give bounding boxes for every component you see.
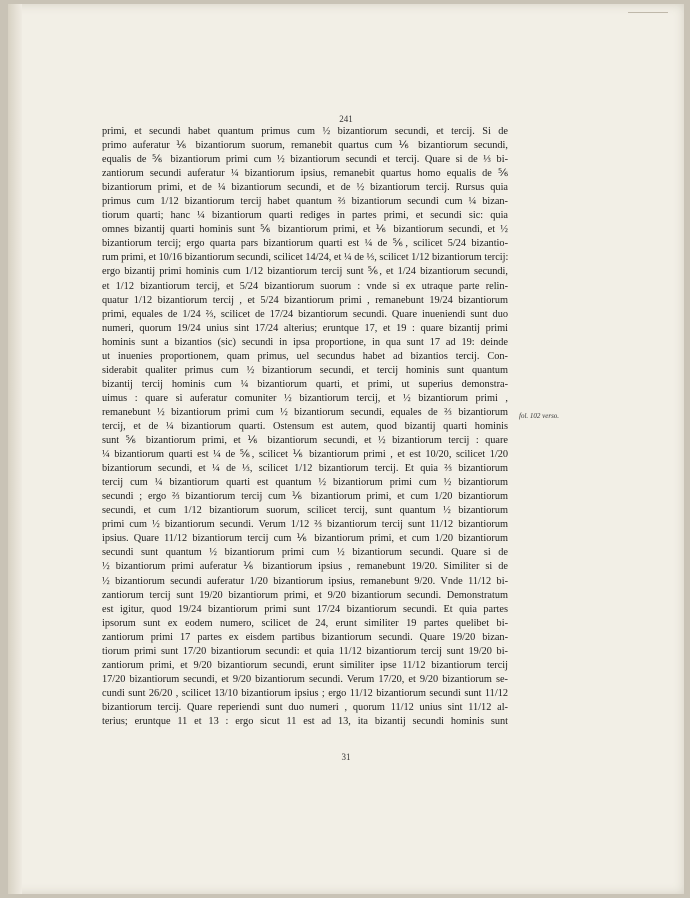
text-line: primi, equales de 1/24 ⅔, scilicet de 17/24 bizantiorum secundi. Quare inueniendi sunt duo xyxy=(102,308,508,320)
text-line: tiorum primi sunt 17/20 bizantiorum secundi: et quia 11/12 bizantiorum tercij sunt 19/20 bi- xyxy=(102,645,508,657)
text-line: bizantiorum secundi, et ¼ de ⅓, scilicet 1/12 bizantiorum tercij. Et quia ⅔ bizantiorum xyxy=(102,463,508,475)
text-line: secundi sunt quantum ½ bizantiorum primi cum ½ bizantiorum secundi. Quare si de xyxy=(102,547,508,559)
text-line: primus cum 1/12 bizantiorum tercij habet quantum ⅔ bizantiorum secundi cum ¼ bizan- xyxy=(102,196,508,208)
text-line: sunt ⅚ bizantiorum primi, et ⅙ bizantiorum secundi, et ½ bizantiorum tercij : quare xyxy=(102,435,508,447)
text-line: ipsorum sunt ex eodem numero, scilicet de 24, erunt similiter 19 partes quelibet bi- xyxy=(102,617,508,629)
text-line: ½ bizantiorum secundi auferatur 1/20 bizantiorum ipsius, remanebunt 9/20. Vnde 11/12 bi- xyxy=(102,575,508,587)
text-line: siderabit qualiter primus cum ½ bizantiorum secundi, et tercij hominis sunt quantum xyxy=(102,364,508,376)
text-line: et 1/12 bizantiorum tercij, et 5/24 bizantiorum suorum : vnde si ex utraque parte relin- xyxy=(102,280,508,292)
text-line: tercij cum ¼ bizantiorum quarti est quantum ½ bizantiorum primi cum ½ bizantiorum xyxy=(102,477,508,489)
text-line: ergo bizantij primi hominis cum 1/12 bizantiorum tercij sunt ⅚, et 1/24 bizantiorum secundi, xyxy=(102,266,508,278)
text-line: zantiorum secundi auferatur ¼ bizantiorum ipsius, remanebit quartus homo equalis de ⅚ xyxy=(102,168,508,180)
text-line: ipsius. Quare 11/12 bizantiorum tercij cum ⅙ bizantiorum primi, et cum 1/20 bizantiorum xyxy=(102,533,508,545)
text-line: primi cum ½ bizantiorum secundi. Verum 1/12 ⅔ bizantiorum tercij sunt 11/12 bizantiorum xyxy=(102,519,508,531)
text-line: omnes bizantij quarti hominis sunt ⅚ bizantiorum primi, et ⅙ bizantiorum secundi, et ½ xyxy=(102,224,508,236)
corner-rule xyxy=(628,12,668,23)
text-line: bizantij tercij hominis cum ¼ bizantiorum quarti, et primi, ut superius demonstra- xyxy=(102,378,508,390)
signature-mark: 31 xyxy=(341,752,351,762)
text-line: zantiorum primi 17 partes ex eisdem partibus bizantiorum secundi. Quare 19/20 bizan- xyxy=(102,631,508,643)
text-line: ut inuenies proportionem, quam primus, uel secundus habet ad bizantios tercij. Con- xyxy=(102,350,508,362)
text-line: cundi sunt 26/20 , scilicet 13/10 bizantiorum ipsius ; ergo 11/12 bizantiorum secundi sunt 11/12 xyxy=(102,687,508,699)
text-line: tercij, et de ¼ bizantiorum quarti. Ostensum est autem, quod bizantij quarti hominis xyxy=(102,420,508,432)
text-line: zantiorum tercij sunt 19/20 bizantiorum primi, et 9/20 bizantiorum secundi. Demonstratum xyxy=(102,589,508,601)
text-line: terius; eruntque 11 et 13 : ergo sicut 11 est ad 13, ita bizantij secundi hominis sunt xyxy=(102,715,508,727)
text-line: bizantiorum primi, et de ¼ bizantiorum secundi, et de ½ bizantiorum tercij. Rursus quia xyxy=(102,182,508,194)
text-line: bizantiorum tercij. Quare reperiendi sunt duo numeri , quorum 11/12 unius sint 11/12 al- xyxy=(102,701,508,713)
page-number: 241 xyxy=(339,114,353,124)
text-line: tiorum quarti; hanc ¼ bizantiorum quarti rediges in partes primi, et secundi sic: quia xyxy=(102,210,508,222)
text-line: zantiorum primi, et 9/20 bizantiorum secundi, erunt similiter ipse 11/12 bizantiorum tercij xyxy=(102,659,508,671)
text-line: ½ bizantiorum primi auferatur ⅙ bizantiorum ipsius , remanebunt 19/20. Similiter si de xyxy=(102,561,508,573)
text-line: est igitur, quod 19/24 bizantiorum primi sunt 17/24 bizantiorum secundi. Et quia partes xyxy=(102,603,508,615)
text-line: 17/20 bizantiorum secundi, et 9/20 bizantiorum secundi. Verum 17/20, et 9/20 bizantiorum se- xyxy=(102,673,508,685)
text-line: equalis de ⅚ bizantiorum primi cum ½ bizantiorum secundi et tercij. Quare si de ⅓ bi- xyxy=(102,154,508,166)
text-line: numeri, quorum 19/24 unius sint 17/24 alterius; eruntque 17, et 19 : quare bizantij primi xyxy=(102,322,508,334)
margin-folio-note: fol. 102 verso. xyxy=(519,412,560,420)
text-line: primi, et secundi habet quantum primus cum ½ bizantiorum secundi, et tercij. Si de xyxy=(102,126,508,137)
main-text xyxy=(102,125,508,729)
manuscript-page xyxy=(8,4,684,894)
text-line: remanebunt ½ bizantiorum primi cum ½ bizantiorum secundi, equales de ⅔ bizantiorum xyxy=(102,406,508,418)
text-line: ¼ bizantiorum quarti est ¼ de ⅚, scilicet ⅙ bizantiorum primi , et est 10/20, scilicet 1/20 xyxy=(102,449,508,461)
text-line: bizantiorum tercij; ergo quarta pars bizantiorum quarti est ¼ de ⅚, scilicet 5/24 bizantio- xyxy=(102,238,508,250)
text-line: primo auferatur ⅙ bizantiorum suorum, remanebit quartus cum ⅙ bizantiorum secundi, xyxy=(102,140,508,152)
text-line: uimus : quare si auferatur comuniter ½ bizantiorum tercij, et ½ bizantiorum primi , xyxy=(102,392,508,404)
text-line: hominis sunt a bizantios (sic) secundi in ipsa proportione, in qua sunt 17 ad 19: deinde xyxy=(102,336,508,348)
text-line: secundi, et cum 1/12 bizantiorum suorum, scilicet tercij, sunt quantum ½ bizantiorum xyxy=(102,505,508,517)
text-line: secundi ; ergo ⅔ bizantiorum tercij cum ⅙ bizantiorum primi, et cum 1/20 bizantiorum xyxy=(102,491,508,503)
text-line: rum primi, et 10/16 bizantiorum secundi, scilicet 14/24, et ¼ de ⅓, scilicet 1/12 bizantiorum tercij: xyxy=(102,252,508,264)
text-line: quatur 1/12 bizantiorum tercij , et 5/24 bizantiorum primi , remanebunt 19/24 bizantiorum xyxy=(102,294,508,306)
